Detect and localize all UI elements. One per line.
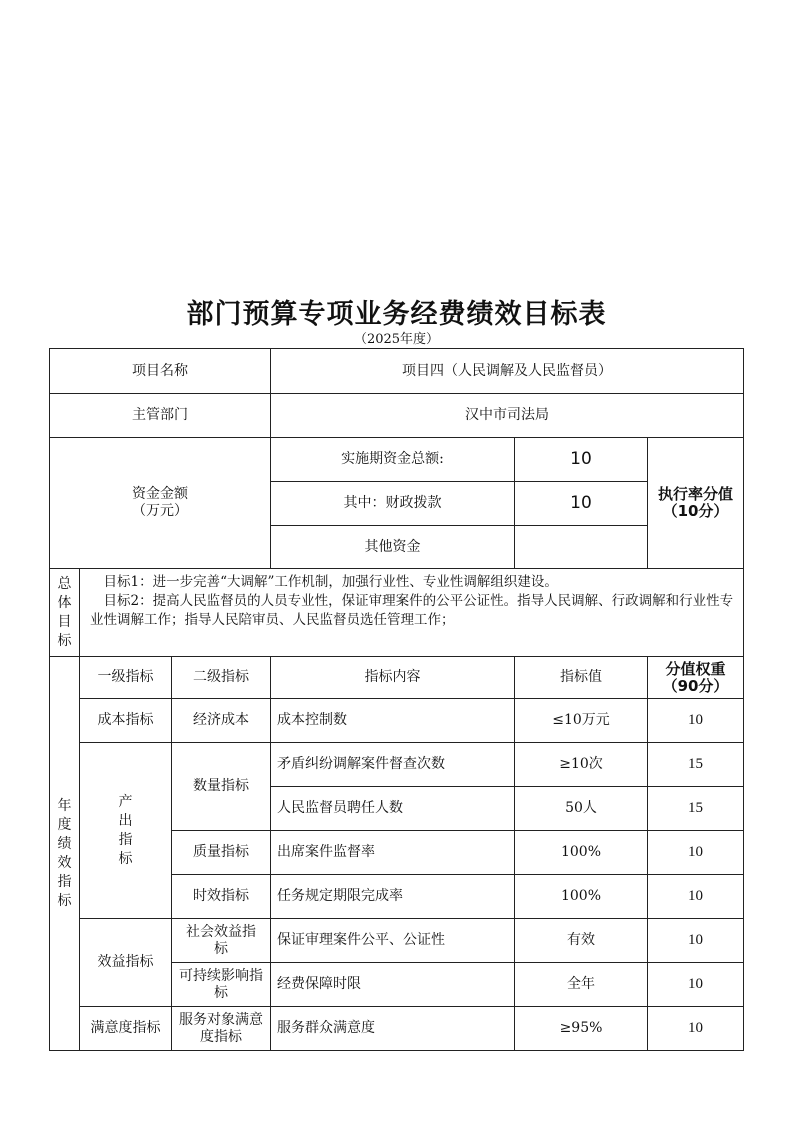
row-level2: 可持续影响指标 — [172, 963, 271, 1007]
row-value: ≥10次 — [515, 743, 648, 787]
row-value: 全年 — [515, 963, 648, 1007]
row-weight: 15 — [648, 787, 744, 831]
header-weight-total: （90分） — [662, 676, 729, 695]
goals-label-cell — [50, 569, 80, 657]
group-cost: 成本指标 — [80, 699, 172, 743]
row-content: 服务群众满意度 — [271, 1007, 515, 1051]
funds-fiscal-value: 10 — [515, 482, 648, 526]
goal-item: 目标1：进一步完善“大调解”工作机制，加强行业性、专业性调解组织建设。 — [103, 574, 558, 590]
row-weight: 15 — [648, 743, 744, 787]
funds-total-value: 10 — [515, 438, 648, 482]
header-level2: 二级指标 — [172, 657, 271, 699]
table-row — [50, 919, 744, 963]
row-weight: 10 — [648, 831, 744, 875]
department-label: 主管部门 — [50, 394, 271, 438]
header-weight-cell — [648, 657, 744, 699]
row-value: 100% — [515, 831, 648, 875]
goals-text-cell — [80, 569, 744, 657]
row-weight: 10 — [648, 875, 744, 919]
goal-item: 目标2：提高人民监督员的人员专业性，保证审理案件的公平公证性。指导人民调解、行政调解和行业性专业性调解工作；指导人民陪审员、人民监督员选任管理工作； — [90, 593, 734, 628]
funds-unit: （万元） — [132, 503, 188, 519]
row-weight: 10 — [648, 699, 744, 743]
page-subtitle: （2025年度） — [353, 332, 440, 347]
funds-fiscal-label: 其中：财政拨款 — [271, 482, 515, 526]
group-output: 产出指标 — [118, 793, 133, 867]
project-name-value: 项目四（人民调解及人民监督员） — [271, 349, 744, 394]
row-content: 矛盾纠纷调解案件督查次数 — [271, 743, 515, 787]
header-value: 指标值 — [515, 657, 648, 699]
row-content: 任务规定期限完成率 — [271, 875, 515, 919]
row-level2: 经济成本 — [172, 699, 271, 743]
indicators-section-cell — [50, 657, 80, 1051]
table-row — [50, 699, 744, 743]
row-content: 出席案件监督率 — [271, 831, 515, 875]
performance-target-table — [49, 348, 744, 1051]
goals-label: 总体目标 — [57, 575, 72, 649]
row-content: 保证审理案件公平、公证性 — [271, 919, 515, 963]
row-content: 经费保障时限 — [271, 963, 515, 1007]
exec-rate-label: 执行率分值 — [658, 485, 734, 503]
group-output-cell — [80, 743, 172, 919]
row-value: ≤10万元 — [515, 699, 648, 743]
funds-other-label: 其他资金 — [271, 526, 515, 569]
row-content: 人民监督员聘任人数 — [271, 787, 515, 831]
project-name-label: 项目名称 — [50, 349, 271, 394]
row-value: 有效 — [515, 919, 648, 963]
row-level2: 服务对象满意度指标 — [172, 1007, 271, 1051]
row-weight: 10 — [648, 919, 744, 963]
table-row — [50, 743, 744, 787]
indicators-section-label: 年度绩效指标 — [57, 797, 72, 909]
exec-rate-cell — [648, 438, 744, 569]
header-weight: 分值权重 — [665, 659, 726, 678]
row-content: 成本控制数 — [271, 699, 515, 743]
row-level2: 社会效益指标 — [172, 919, 271, 963]
row-level2: 时效指标 — [172, 875, 271, 919]
row-value: 50人 — [515, 787, 648, 831]
table-row — [50, 1007, 744, 1051]
exec-rate-score: （10分） — [662, 502, 729, 520]
row-level2: 质量指标 — [172, 831, 271, 875]
row-weight: 10 — [648, 963, 744, 1007]
group-benefit: 效益指标 — [80, 919, 172, 1007]
row-value: 100% — [515, 875, 648, 919]
funds-other-value — [515, 526, 648, 569]
row-weight: 10 — [648, 1007, 744, 1051]
funds-label-cell — [50, 438, 271, 569]
department-value: 汉中市司法局 — [271, 394, 744, 438]
header-level1: 一级指标 — [80, 657, 172, 699]
row-value: ≥95% — [515, 1007, 648, 1051]
header-content: 指标内容 — [271, 657, 515, 699]
funds-label: 资金金额 — [132, 486, 188, 502]
page-title: 部门预算专项业务经费绩效目标表 — [186, 299, 607, 330]
funds-total-label: 实施期资金总额: — [271, 438, 515, 482]
group-satisfaction: 满意度指标 — [80, 1007, 172, 1051]
row-level2: 数量指标 — [172, 743, 271, 831]
